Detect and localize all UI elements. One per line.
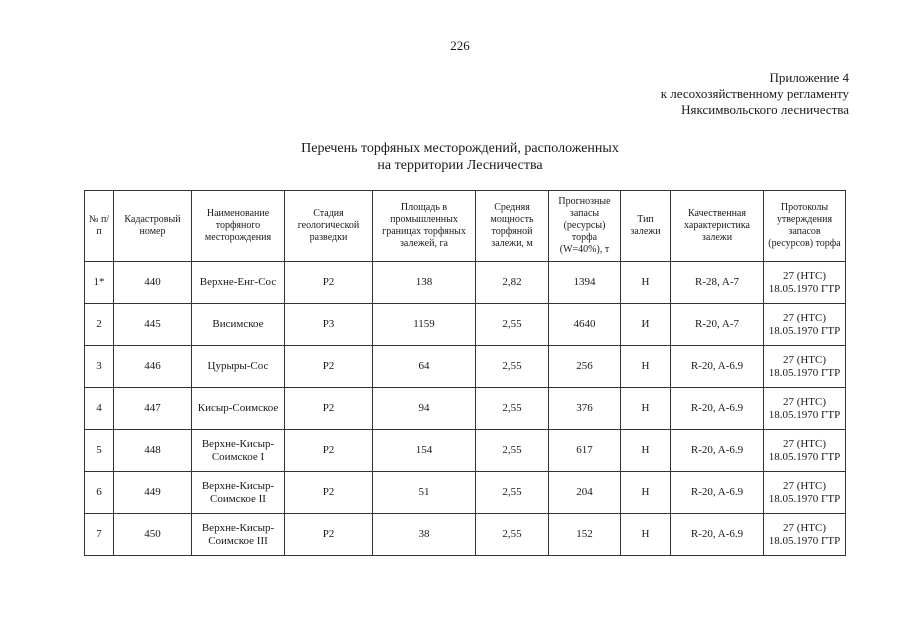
table-header-row — [85, 191, 846, 262]
cell-deposit-name: Цурыры-Сос — [192, 346, 285, 388]
cell-area: 1159 — [373, 304, 476, 346]
title-line-2: на территории Лесничества — [377, 158, 543, 173]
cell-cadastral-number: 445 — [114, 304, 192, 346]
cell-cadastral-number: 447 — [114, 388, 192, 430]
cell-area: 64 — [373, 346, 476, 388]
cell-deposit-name: Висимское — [192, 304, 285, 346]
cell-exploration-stage: P2 — [285, 388, 373, 430]
peat-deposits-table — [84, 190, 846, 556]
cell-thickness: 2,55 — [476, 346, 549, 388]
cell-deposit-name: Верхне-Кисыр-Соимское I — [192, 430, 285, 472]
cell-deposit-type: Н — [621, 430, 671, 472]
cell-reserves: 1394 — [549, 262, 621, 304]
table-row — [85, 472, 846, 514]
cell-deposit-type: И — [621, 304, 671, 346]
cell-cadastral-number: 440 — [114, 262, 192, 304]
cell-area: 154 — [373, 430, 476, 472]
cell-thickness: 2,55 — [476, 304, 549, 346]
appendix-line-1: Приложение 4 — [769, 70, 849, 85]
cell-area: 51 — [373, 472, 476, 514]
cell-thickness: 2,55 — [476, 430, 549, 472]
header-quality: Качественная характеристика залежи — [671, 191, 764, 262]
cell-protocols: 27 (НТС) 18.05.1970 ГТР — [764, 346, 846, 388]
cell-number: 4 — [85, 388, 114, 430]
cell-exploration-stage: P2 — [285, 262, 373, 304]
cell-exploration-stage: P3 — [285, 304, 373, 346]
header-exploration-stage: Стадия геологической разведки — [285, 191, 373, 262]
cell-number: 7 — [85, 514, 114, 556]
cell-number: 3 — [85, 346, 114, 388]
cell-deposit-type: Н — [621, 472, 671, 514]
cell-area: 138 — [373, 262, 476, 304]
cell-quality: R-20, A-6.9 — [671, 346, 764, 388]
table-row — [85, 430, 846, 472]
header-cadastral-number: Кадастровый номер — [114, 191, 192, 262]
cell-reserves: 376 — [549, 388, 621, 430]
cell-number: 5 — [85, 430, 114, 472]
cell-exploration-stage: P2 — [285, 346, 373, 388]
cell-area: 38 — [373, 514, 476, 556]
cell-deposit-name: Кисыр-Соимское — [192, 388, 285, 430]
cell-deposit-type: Н — [621, 388, 671, 430]
table-row — [85, 346, 846, 388]
cell-quality: R-28, A-7 — [671, 262, 764, 304]
appendix-line-2: к лесохозяйственному регламенту — [660, 86, 849, 101]
cell-protocols: 27 (НТС) 18.05.1970 ГТР — [764, 388, 846, 430]
cell-protocols: 27 (НТС) 18.05.1970 ГТР — [764, 430, 846, 472]
cell-quality: R-20, A-6.9 — [671, 472, 764, 514]
cell-reserves: 256 — [549, 346, 621, 388]
cell-area: 94 — [373, 388, 476, 430]
cell-deposit-type: Н — [621, 262, 671, 304]
document-title — [250, 140, 670, 174]
cell-quality: R-20, A-6.9 — [671, 388, 764, 430]
cell-number: 6 — [85, 472, 114, 514]
cell-reserves: 617 — [549, 430, 621, 472]
cell-cadastral-number: 448 — [114, 430, 192, 472]
cell-reserves: 204 — [549, 472, 621, 514]
cell-quality: R-20, A-6.9 — [671, 514, 764, 556]
cell-number: 1* — [85, 262, 114, 304]
header-deposit-name: Наименование торфяного месторождения — [192, 191, 285, 262]
cell-thickness: 2,82 — [476, 262, 549, 304]
table-row — [85, 304, 846, 346]
cell-exploration-stage: P2 — [285, 514, 373, 556]
cell-deposit-type: Н — [621, 346, 671, 388]
cell-protocols: 27 (НТС) 18.05.1970 ГТР — [764, 304, 846, 346]
cell-cadastral-number: 450 — [114, 514, 192, 556]
header-area: Площадь в промышленных границах торфяных залежей, га — [373, 191, 476, 262]
cell-protocols: 27 (НТС) 18.05.1970 ГТР — [764, 472, 846, 514]
cell-protocols: 27 (НТС) 18.05.1970 ГТР — [764, 262, 846, 304]
cell-exploration-stage: P2 — [285, 430, 373, 472]
cell-quality: R-20, A-6.9 — [671, 430, 764, 472]
cell-reserves: 152 — [549, 514, 621, 556]
table-row — [85, 514, 846, 556]
cell-deposit-name: Верхне-Кисыр-Соимское III — [192, 514, 285, 556]
cell-thickness: 2,55 — [476, 388, 549, 430]
cell-thickness: 2,55 — [476, 472, 549, 514]
cell-cadastral-number: 449 — [114, 472, 192, 514]
appendix-line-3: Няксимвольского лесничества — [681, 102, 849, 117]
cell-exploration-stage: P2 — [285, 472, 373, 514]
cell-deposit-name: Верхне-Кисыр-Соимское II — [192, 472, 285, 514]
cell-quality: R-20, A-7 — [671, 304, 764, 346]
table-row — [85, 388, 846, 430]
header-number: № п/п — [85, 191, 114, 262]
cell-deposit-name: Верхне-Енг-Сос — [192, 262, 285, 304]
cell-number: 2 — [85, 304, 114, 346]
table-row — [85, 262, 846, 304]
cell-thickness: 2,55 — [476, 514, 549, 556]
cell-reserves: 4640 — [549, 304, 621, 346]
appendix-header — [661, 70, 849, 118]
title-line-1: Перечень торфяных месторождений, расположенных — [301, 141, 619, 156]
page-number: 226 — [450, 38, 470, 53]
cell-protocols: 27 (НТС) 18.05.1970 ГТР — [764, 514, 846, 556]
header-thickness: Средняя мощность торфяной залежи, м — [476, 191, 549, 262]
header-reserves: Прогнозные запасы (ресурсы) торфа (W=40%), т — [549, 191, 621, 262]
header-protocols: Протоколы утверждения запасов (ресурсов) торфа — [764, 191, 846, 262]
header-deposit-type: Тип залежи — [621, 191, 671, 262]
cell-deposit-type: Н — [621, 514, 671, 556]
cell-cadastral-number: 446 — [114, 346, 192, 388]
